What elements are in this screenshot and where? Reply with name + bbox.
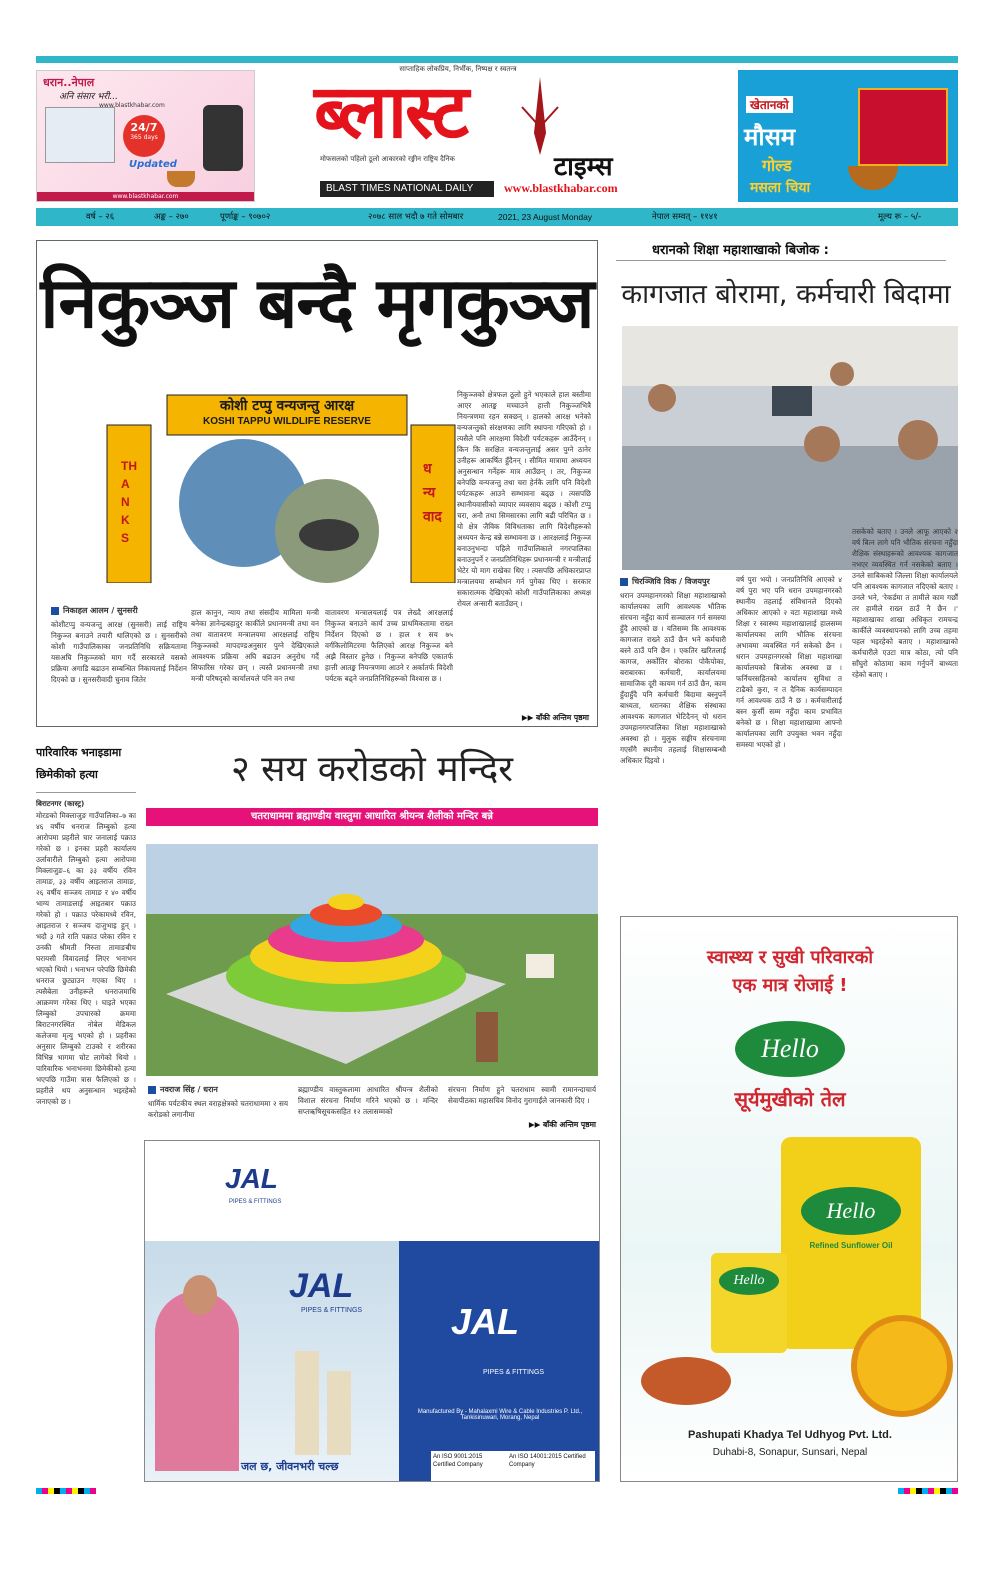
story-headline: निकुञ्ज बन्दै मृगकुञ्ज — [40, 262, 594, 344]
jal-sub-top: PIPES & FITTINGS — [229, 1199, 282, 1205]
pipe-image — [327, 1371, 351, 1455]
story-hatya — [36, 738, 136, 1483]
jal-tagline: जल छ, जीवनभरी चल्छ — [241, 1460, 339, 1473]
info-year: वर्ष – २६ — [86, 212, 115, 222]
story4-byline: नवराज सिंह / धरान — [148, 1084, 218, 1095]
masthead-tagline: साप्ताहिक लोकप्रिय, निर्भीक, निष्पक्ष र स्वतन्त्र — [399, 65, 517, 73]
story1-col3: वातावरण मन्त्रालयलाई पत्र लेख्दै आरक्षलाई निकुञ्ज बनाउने कार्य उच्च प्राथमिकतामा राख्न निर्देशन दिएको छ । हाल १ सय ७५ वर्गकिलोमिटरमा फैलिएको आरक्ष निकुञ्ज बने अझै विस्तार हुनेछ । निकुञ्ज बनेपछि एकातर्फ हात्ती आतङ्क नियन्त्रणमा आउने र अर्कातर्फ विदेशी पर्यटक बढ्ने जनप्रतिनिधिहरूको विश्वास छ । — [325, 608, 453, 683]
tea-cup-image — [848, 166, 898, 190]
story1-col1: कोशीटप्पु वन्यजन्तु आरक्ष (सुनसरी) लाई राष्ट्रिय निकुञ्ज बनाउने तयारी थालिएको छ । सुनसरीको कोशी गाउँपालिकाका जनप्रतिनिधि सक्रियतामा यसअघि निकुञ्जको माग गर्दै सरकारले यसको प्रक्रिया अगाडि बढाउन सम्बन्धित निकायलाई निर्देशन दिएको छ । सुनसरीवादी चुनाव जितेर — [51, 620, 187, 684]
model-image — [155, 1291, 239, 1471]
hello-logo: Hello — [735, 1021, 845, 1077]
tea-cup-image — [167, 171, 195, 187]
info-samvat: नेपाल सम्वत् – ११४१ — [652, 212, 718, 222]
story2-kicker: धरानको शिक्षा महाशाखाको बिजोक : — [652, 243, 829, 258]
right-ad-brand-main: मौसम — [744, 123, 796, 151]
hello-product-np: सूर्यमुखीको तेल — [734, 1087, 846, 1111]
phone-image — [203, 105, 243, 171]
info-bar — [36, 208, 958, 226]
bottom-color-marks — [36, 1488, 958, 1496]
arch-thanks: THANKS — [121, 459, 137, 545]
sunflower-image — [851, 1315, 953, 1417]
story4-col2: ब्रह्माण्डीय वास्तुकलामा आधारित श्रीयन्त्र शैलीको विशाल संरचना निर्माण गरिने भएको छ । मन्दिर सप्तऋषिसूचकसहित १२ तलासम्मको — [298, 1085, 438, 1116]
story-shiksha — [606, 240, 958, 890]
masthead-logo: ब्लास्ट — [314, 69, 468, 155]
masthead-website: www.blastkhabar.com — [504, 181, 618, 195]
right-ad-brand-gold: गोल्ड — [762, 156, 792, 175]
right-ad-brand-bottom: मसला चिया — [750, 180, 811, 196]
model-face — [183, 1275, 217, 1315]
left-ad-headline: धरान..नेपाल — [43, 76, 95, 89]
tea-pack-image — [858, 88, 948, 166]
jal-sub-blue: PIPES & FITTINGS — [483, 1369, 545, 1376]
story2-col1: धरान उपमहानगरको शिक्षा महाशाखाको कार्यालयका लागि आवश्यक भौतिक संरचना नहुँदा कार्य सञ्चालन गर्न समस्या हुँदै आएको छ । यतिसम्म कि आवश्यक कागजात राख्ने ठाउँ छैन भने कर्मचारी बस्ने ठाउँ पनि छैन । एकतिर खरितलाई कागज, अर्कोतिर बोराका पोकैपोका, बराबारका कर्मचारी, कार्यालयमा सामाजिक दूरी कायम गर्न ठाउँ छैन, काम हुँदाहुँदै पनि कर्मचारी बिदामा बस्नुपर्ने बाध्यता, धरानका शैक्षिक संस्थाका आवश्यक कागजात भेटिदैनन् यो धरान उपमहानगरपालिका शिक्षा महाशाखाको अवस्था हो । मुलुक सङ्घीय संरचनामा गएसँगै स्थानीय तहलाई शिक्षासम्बन्धी अधिकार दिइयो । — [620, 591, 726, 765]
arch-en-text: KOSHI TAPPU WILDLIFE RESERVE — [203, 416, 371, 427]
temple-render — [146, 844, 598, 1076]
laptop-image — [45, 107, 115, 163]
story2-col2: वर्ष पुरा भयो । जनप्रतिनिधि आएको ४ वर्ष पुरा भए पनि धरान उपमहानगरको स्थानीय तहलाई संविधानले दिएको अधिकार आएको २ वटा महाशाखा मध्ये शिक्षा र स्वास्थ्य महाशाखालाई हालसम्म कार्यालयका लागि भौतिक संरचना अभावमा व्यवस्थित गर्न सकेको छैन । धरान उपमहानगरको शिक्षा महाशाखा कार्यालयको बिजोक अवस्था छ । फर्निचरसहितको कार्यालय सुविधा त टाढैको कुरा, न त दैनिक कार्यसम्पादन गर्न आवश्यक ठाउँ नै छ । कर्मचारीलाई बस्न कुर्सी सम्म नहुँदा काम प्रभावित बनेको छ । शिक्षा महाशाखामा आफ्नो कार्यालयका लागि उपयुक्त भवन नहुँदा समस्या भएको हो । — [736, 575, 842, 749]
masthead-subtitle: मोफसलको पहिलो ठूलो आकारको रङ्गीन राष्ट्रिय दैनिक — [320, 155, 455, 163]
story4-col3: संरचना निर्माण हुने चतराधाम स्वामी रामानन्दाचार्य सेवापीठका महासचिव विनोद गुरागाईंले जानकारी दिए । — [448, 1085, 596, 1105]
jal-logo-photo: JAL — [289, 1267, 354, 1305]
right-ad — [738, 70, 958, 202]
left-ad — [36, 70, 255, 202]
info-issue: अङ्क – २७० — [154, 212, 189, 222]
left-ad-sub: अनि संसार भरी... — [59, 92, 119, 102]
info-date-np: २०७८ साल भदौ ७ गते सोमबार — [368, 212, 464, 222]
jal-maker: Manufactured By - Mahalaxmi Wire & Cable Industries P. Ltd., Tankisinuwari, Morang, Nepal — [417, 1409, 583, 1421]
arch-np-text: कोशी टप्पु वन्यजन्तु आरक्ष — [219, 398, 355, 414]
hello-ad — [620, 916, 958, 1482]
updated-badge: 24/7 365 days — [123, 115, 165, 157]
masthead — [258, 63, 736, 208]
story1-byline: निकाहल आलम / सुनसरी — [51, 605, 138, 616]
blast-logo-mark — [520, 77, 560, 155]
info-date-en: 2021, 23 August Monday — [498, 212, 593, 222]
divider — [616, 260, 946, 261]
jal-sub-photo: PIPES & FITTINGS — [301, 1307, 363, 1314]
jal-photo-panel — [145, 1241, 399, 1482]
story1-continue: ▶▶ बाँकी अन्तिम पृष्ठमा — [521, 713, 589, 722]
can-logo: Hello — [801, 1187, 901, 1235]
right-ad-brand-top: खेतानको — [746, 96, 793, 113]
can-label: Refined Sunflower Oil — [809, 1241, 893, 1250]
info-full-issue: पूर्णाङ्क – ९०७०२ — [220, 212, 271, 222]
story3-byline: बिराटनगर (कास्ट्र) — [36, 799, 85, 808]
story2-headline: कागजात बोरामा, कर्मचारी बिदामा — [621, 279, 951, 310]
masthead-english-name: BLAST TIMES NATIONAL DAILY — [320, 181, 494, 197]
hello-pouch-image — [711, 1253, 787, 1353]
arch-dhanyabad: धन्यवाद — [423, 461, 442, 525]
hello-company: Pashupati Khadya Tel Udhyog Pvt. Ltd. — [688, 1429, 892, 1441]
koshi-arch-photo — [97, 385, 477, 583]
story1-col4: निकुञ्जको क्षेत्रफल ठूलो हुने भएकाले हाल बस्तीमा आएर आतङ्क मच्चाउने हात्ती निकुञ्जभित्रै नियन्त्रणमा रहन सक्छन् । हालको आरक्ष भनेको वन्यजन्तुको संरक्षणका लागि स्थापना गरिएको हो । त्यसैले पनि आरक्षमा विदेशी पर्यटकहरू आउँदैनन् । किन कि सरक्षित वन्यजन्तुलाई असर पुग्ने ठानेर उनीहरू आकर्षित हुँदैनन् । सीमित मात्रामा अध्ययन अनुसन्धान गर्नेहरू मात्र आउँछन् । तर, निकुञ्ज बनेपछि वन्यजन्तु तथा चरा हेर्नकै लागि पनि विदेशी पर्यटकहरू आउने सम्भावना बढ्छ । त्यसपछि स्थानीयवासीको व्यापार व्यवसाय बढ्छ । कोशी टप्पु चरा, अनौ तथा सिमसारका लागि बढी परिचित छ । यो क्षेत्र जैविक विविधताका लागि विदेशीहरूको अध्ययन केन्द्र बन्ने सम्भावना छ । आरक्षलाई निकुञ्ज बनाउनुभन्दा पहिले गाउँपालिकाले नगरपालिका बनाउनुपर्ने र जनप्रतिनिधिहरू प्रधानमन्त्री र मन्त्रीलाई भेटेर यो माग राखेका थिए । त्यसपछि अधिकारप्राप्त मन्त्रालयमा सम्बोधन गर्न पुगेका थिए । सरकार सकारात्मक देखिएको कोशी गाउँपालिकाका अध्यक्ष रोयल अन्सारी बताउँछन् । — [457, 390, 591, 608]
updated-word: Updated — [129, 159, 177, 170]
story-mandir — [144, 740, 600, 1132]
masthead-times: टाइम्स — [554, 152, 613, 182]
pipe-image — [295, 1351, 319, 1455]
byline-marker-icon — [620, 578, 628, 586]
story4-banner: चतराधाममा ब्रह्माण्डीय वास्तुमा आधारित श्रीयन्त्र शैलीको मन्दिर बन्ने — [146, 808, 598, 826]
jal-ad — [144, 1140, 600, 1482]
jal-logo-top: JAL — [225, 1163, 278, 1194]
divider — [36, 792, 136, 793]
food-image — [641, 1357, 731, 1405]
story-nikunj — [36, 240, 598, 727]
pouch-logo: Hello — [719, 1267, 779, 1295]
story4-continue: ▶▶ बाँकी अन्तिम पृष्ठमा — [528, 1120, 596, 1129]
hello-address: Duhabi-8, Sonapur, Sunsari, Nepal — [712, 1447, 868, 1458]
jal-cert-2: An ISO 14001:2015 Certified Company — [507, 1451, 595, 1482]
jal-blue-panel — [399, 1241, 600, 1482]
story2-col3: तसकेको बताए । उनले आफू आएको २ वर्ष बित्न लागे पनि भौतिक संरचना नहुँदा शैक्षिक संस्थाहरूको आवश्यक कागजात नभएर व्यवस्थित गर्न नसकेको बताए । उनले साबिकको जिल्ला शिक्षा कार्यालयले पनि आवश्यक कागजात नदिएको बताए । उनले भने, 'रेकर्डमा त तामीले काम गर्छौं तर हामीले राख्न ठाउँ नै छैन ।' महाशाखाका शाखा अधिकृत रामचन्द्र कार्कीले व्यवस्थापनको लागि उच्च तहमा पहल भइरहेको बताए । महाशाखाको कर्मचारीले एउटा मात्र कोठा, त्यो पनि साँघुरो कोठामा काम गर्नुपर्ने बाध्यता रहेको बताए । — [852, 527, 958, 679]
left-ad-site: www.blastkhabar.com — [99, 102, 165, 109]
byline-marker-icon — [51, 607, 59, 615]
jal-cert-1: An ISO 9001:2015 Certified Company — [431, 1451, 507, 1482]
story3-kicker: पारिवारिक भनाइडामा छिमेकीको हत्या — [36, 746, 122, 781]
hello-headline-2: एक मात्र रोजाई ! — [732, 975, 848, 996]
jal-logo-blue: JAL — [451, 1301, 520, 1342]
top-rule — [36, 56, 958, 63]
story4-col1: धार्मिक पर्यटकीय स्थल वराहक्षेत्रको चतराधाममा २ सय करोडको लगानीमा — [148, 1099, 288, 1119]
byline-marker-icon — [148, 1086, 156, 1094]
hello-headline-1: स्वास्थ्य र सुखी परिवारको — [706, 947, 874, 968]
info-price: मूल्य रू – ५/- — [878, 212, 922, 222]
story3-body: मोरङको मिक्लाजुङ गाउँपालिका–७ का ४६ वर्षीय धनराज लिम्बुको हत्या आरोपमा प्रहरीले चार जनालाई पक्राउ गरेको छ । इनका प्रहरी कार्यालय उर्लावारीले लिम्बुको हत्या आरोपमा मिक्लाजुङ–६ का ३३ वर्षीय रविन तामाङ, ३३ वर्षीय आइतराज तामाङ, २६ वर्षीय सञ्जय तामाङ र ४० वर्षीय भाग्य तामाङलाई आइतबार पक्राउ गरेको हो । पक्राउ परेकामध्ये रविन, आइतराज र सञ्जय दाजुभाइ हुन् । भदौ ३ गते राति पक्राउ परेका रविन र उनकी श्रीमती निरुता तामाङबीच घरायसी विवादलाई लिएर भनाभन भएको थियो । भनाभन परेपछि छिमेकी धनराज छुट्याउन गएका थिए । त्यसैबेला उनीहरूले धनराजमाथि आक्रमण गरेका थिए । घाइते भएका लिम्बुको उपचारको क्रममा बिराटनगरस्थित नोबेल मेडिकल कलेजमा मृत्यु भएको हो । प्रहरीका अनुसार लिम्बुको टाउको र शरीरका विभिन्न भागमा चोट लागेको थियो । पारिवारिक भनाभनमा छिमेकीको हत्या भएपछि गाउँमा त्रास फैलिएको छ । प्रहरीले थप अनुसन्धान भइरहेको जनाएको छ । — [36, 811, 136, 1106]
story1-col2: हाल कानुन, न्याय तथा संसदीय मामिला मन्त्री बनेका ज्ञानेन्द्रबहादुर कार्कीले प्रधानमन्त्री तथा वन तथा वातावरण मन्त्रालयमा आरक्षलाई राष्ट्रिय निकुञ्जको मापदण्डअनुसार पुग्ने देखिएकाले आवश्यक प्रक्रिया अघि बढाउन अनुरोध गर्दै सिफारिस गरेका छन् । त्यस्तै प्रधानमन्त्री तथा मन्त्री परिषद्को कार्यालयले पनि वन तथा — [191, 608, 319, 683]
left-ad-footer: www.blastkhabar.com — [37, 192, 254, 201]
story2-byline: चिरञ्जिवि विक / विजयपुर — [620, 576, 710, 587]
story4-headline: २ सय करोडको मन्दिर — [230, 749, 513, 790]
